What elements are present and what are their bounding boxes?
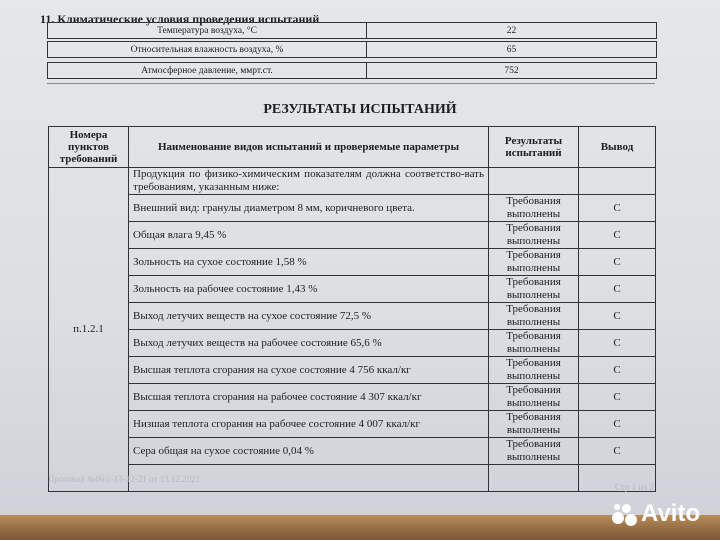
test-result: Требования выполнены: [489, 222, 579, 249]
test-verdict: С: [579, 438, 656, 465]
test-verdict: С: [579, 276, 656, 303]
table-row: [49, 330, 656, 357]
test-name: Выход летучих веществ на рабочее состояние 65,6 %: [129, 330, 489, 357]
climate-heading: 11. Климатические условия проведения испытаний: [40, 12, 320, 26]
test-name: Низшая теплота сгорания на рабочее состояние 4 007 ккал/кг: [129, 411, 489, 438]
table-row: [49, 222, 656, 249]
test-name: Сера общая на сухое состояние 0,04 %: [129, 438, 489, 465]
header-clause: Номера пунктов требований: [49, 127, 129, 168]
test-result: Требования выполнены: [489, 330, 579, 357]
results-table: [48, 126, 656, 492]
intro-cell: Продукция по физико-химическим показателям должна соответство-вать требованиям, указанным ниже:: [129, 168, 489, 195]
table-row: [49, 357, 656, 384]
protocol-number: Протокол №06/с-13-12-21 от 13.12.2021: [48, 474, 201, 484]
table-row: [49, 168, 656, 195]
header-verdict: Вывод: [579, 127, 656, 168]
table-row: [49, 303, 656, 330]
table-row: [49, 438, 656, 465]
climate-row: Атмосферное давление, ммрт.ст. 752: [47, 62, 657, 79]
avito-watermark: [612, 500, 700, 528]
climate-row: Относительная влажность воздуха, % 65: [47, 41, 657, 58]
empty-cell: [579, 168, 656, 195]
test-verdict: С: [579, 357, 656, 384]
test-verdict: С: [579, 330, 656, 357]
table-row: [49, 384, 656, 411]
test-name: Высшая теплота сгорания на сухое состояние 4 756 ккал/кг: [129, 357, 489, 384]
table-row: [49, 411, 656, 438]
test-verdict: С: [579, 195, 656, 222]
test-name: Выход летучих веществ на сухое состояние 72,5 %: [129, 303, 489, 330]
empty-cell: [489, 168, 579, 195]
test-result: Требования выполнены: [489, 357, 579, 384]
test-result: Требования выполнены: [489, 195, 579, 222]
avito-logo-icon: [612, 502, 638, 526]
test-name: Высшая теплота сгорания на рабочее состояние 4 307 ккал/кг: [129, 384, 489, 411]
test-result: Требования выполнены: [489, 438, 579, 465]
test-name: Зольность на сухое состояние 1,58 %: [129, 249, 489, 276]
test-verdict: С: [579, 303, 656, 330]
test-result: Требования выполнены: [489, 303, 579, 330]
test-verdict: С: [579, 222, 656, 249]
page-number: Стр 1 из 2: [615, 482, 654, 492]
header-result: Результаты испытаний: [489, 127, 579, 168]
table-row: [49, 276, 656, 303]
avito-text: Avito: [641, 500, 701, 527]
test-result: Требования выполнены: [489, 411, 579, 438]
header-name: Наименование видов испытаний и проверяемые параметры: [129, 127, 489, 168]
clause-cell: п.1.2.1: [49, 168, 129, 492]
table-row: [49, 195, 656, 222]
test-verdict: С: [579, 411, 656, 438]
table-row: [49, 249, 656, 276]
test-verdict: С: [579, 384, 656, 411]
results-title: РЕЗУЛЬТАТЫ ИСПЫТАНИЙ: [263, 102, 457, 117]
climate-row: Температура воздуха, °С 22: [47, 22, 657, 39]
empty-cell: [489, 465, 579, 492]
test-name: Зольность на рабочее состояние 1,43 %: [129, 276, 489, 303]
test-result: Требования выполнены: [489, 276, 579, 303]
test-result: Требования выполнены: [489, 384, 579, 411]
table-header: [49, 127, 656, 168]
test-name: Внешний вид: гранулы диаметром 8 мм, коричневого цвета.: [129, 195, 489, 222]
test-verdict: С: [579, 249, 656, 276]
divider: [47, 83, 655, 84]
test-name: Общая влага 9,45 %: [129, 222, 489, 249]
test-result: Требования выполнены: [489, 249, 579, 276]
